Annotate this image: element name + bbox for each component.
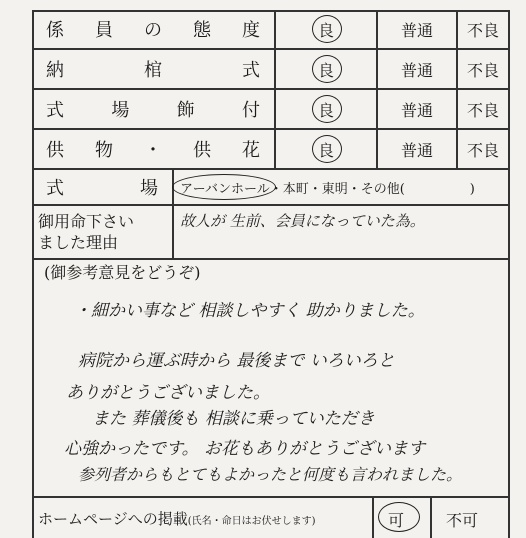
homepage-row (32, 496, 508, 538)
option-bad[interactable]: 不良 (466, 20, 499, 40)
reason-row (32, 206, 508, 260)
option-bad[interactable]: 不良 (466, 100, 499, 120)
homepage-label: ホームページへの掲載(氏名・命日はお伏せします) (38, 510, 316, 528)
option-good[interactable]: 良 (317, 20, 334, 40)
option-bad[interactable]: 不良 (466, 140, 499, 160)
venue-options[interactable]: アーバンホール・本町・東明・その他( ) (180, 181, 475, 197)
opinion-line: 病院から運ぶ時から 最後まで いろいろと (78, 351, 395, 371)
divider (172, 206, 174, 258)
selection-circle (312, 55, 342, 83)
selection-circle (312, 15, 342, 43)
option-good[interactable]: 良 (317, 100, 334, 120)
homepage-selection-circle (378, 502, 420, 532)
divider (430, 498, 432, 538)
opinion-line: また 葬儀後も 相談に乗っていただき (92, 409, 375, 429)
rating-row-venue-decoration (32, 90, 508, 130)
rating-row-encoffining (32, 50, 508, 90)
option-normal[interactable]: 普通 (400, 140, 433, 160)
homepage-option-yes[interactable]: 可 (388, 511, 405, 530)
option-good[interactable]: 良 (317, 140, 334, 160)
venue-label: 式 場 (46, 178, 158, 199)
reason-answer: 故人が 生前、会員になっていた為。 (180, 212, 425, 230)
reason-label: 御用命下さい ました理由 (38, 212, 135, 252)
venue-row (32, 170, 508, 206)
opinion-line: 参列者からもとてもよかったと何度も言われました。 (78, 465, 463, 484)
option-bad[interactable]: 不良 (466, 60, 499, 80)
rating-row-offerings-flowers (32, 130, 508, 170)
opinion-title: (御参考意見をどうぞ) (44, 263, 201, 282)
option-normal[interactable]: 普通 (400, 100, 433, 120)
selection-circle (312, 135, 342, 163)
opinion-line: ありがとうございました。 (66, 383, 270, 403)
row-label: 納 棺 式 (46, 60, 260, 81)
homepage-option-no[interactable]: 不可 (446, 511, 479, 530)
option-good[interactable]: 良 (317, 60, 334, 80)
option-normal[interactable]: 普通 (400, 60, 433, 80)
row-label: 式 場 飾 付 (46, 100, 260, 121)
opinion-line: 心強かったです。 お花もありがとうございます (64, 439, 426, 459)
rating-row-staff-attitude (32, 10, 508, 50)
opinion-line: ・細かい事など 相談しやすく 助かりました。 (74, 301, 425, 321)
divider (372, 498, 374, 538)
option-normal[interactable]: 普通 (400, 20, 433, 40)
selection-circle (312, 95, 342, 123)
row-label: 係 員 の 態 度 (46, 20, 260, 41)
venue-selection-circle (172, 174, 276, 200)
row-label: 供 物 ・ 供 花 (46, 140, 260, 161)
